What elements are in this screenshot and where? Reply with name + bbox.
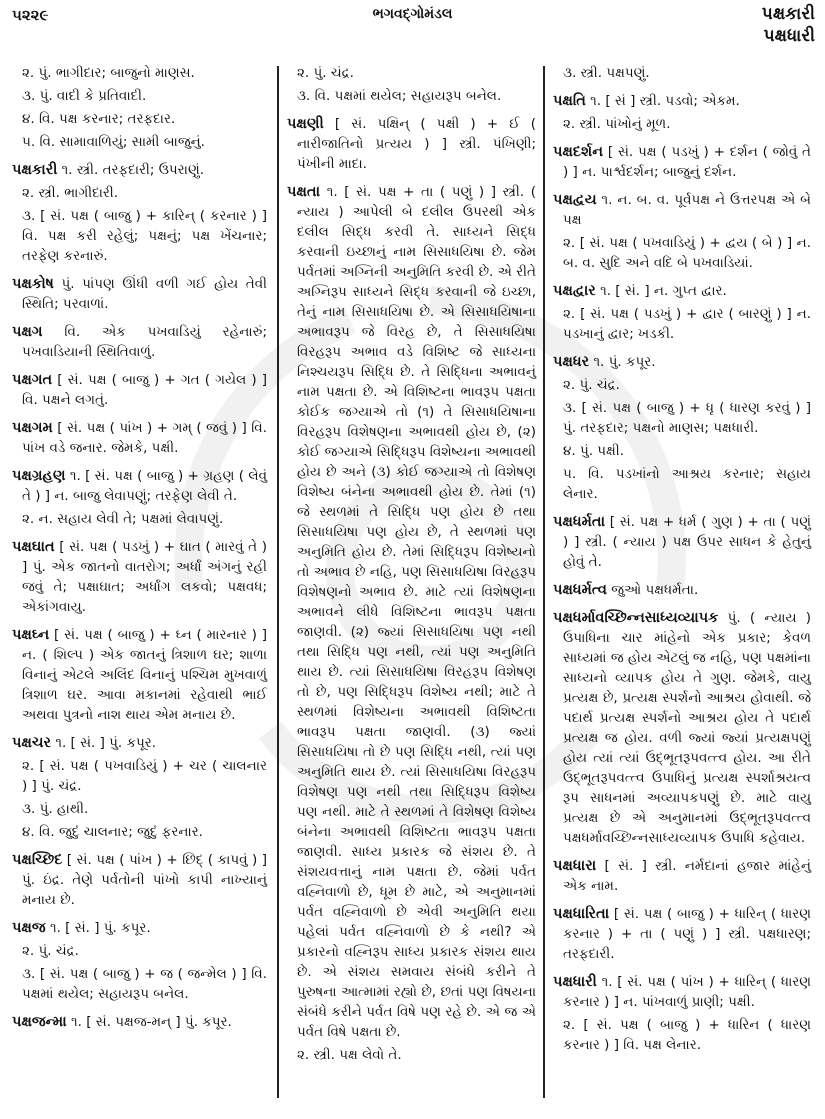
guide-word-last: પક્ષધારી [763,26,815,46]
definition: ૧. [ સં ] સ્ત્રી. પડવો; એકમ. [590,93,740,109]
book-title: ભગવદ્ગોમંડલ [372,6,453,22]
sense: ૩. પું. વાદી કે પ્રતિવાદી. [22,88,147,104]
headword: પક્ષચર [12,735,52,751]
headword: પક્ષદ્વય [553,192,597,208]
cross-reference: જુઓ પક્ષધર્મતા. [611,582,699,598]
sense [12,537,267,617]
sense: ૪. વિ. પક્ષ કરનાર; તરફદાર. [22,111,176,127]
sense [12,418,267,458]
definition: ૧. [ સં. ] પું. કપૂર. [49,920,151,936]
sense: ૩. વિ. પક્ષમાં થયેલ; સહાયરૂપ બનેલ. [297,88,502,104]
definition: વિ. એક પખવાડિયું રહેનારું; પખવાડિયાની સ્થિતિવાળું. [22,324,267,360]
sense [287,182,536,1042]
sense: ૫. વિ. સામાવાળિયું; સામી બાજુનું. [22,134,205,150]
sense: ૩. [ સં. પક્ષ ( બાજુ ) + ધૃ ( ધારણ કરવું ) ] પું. તરફદાર; પક્ષનો માણસ; પક્ષધારી. [563,400,811,436]
dictionary-entry [553,904,811,964]
definition: ૧. ન. બ. વ. પૂર્વપક્ષ ને ઉત્તરપક્ષ એ બે પક્ષ [563,192,811,228]
headword: પક્ષતિ [553,93,586,109]
column-2 [287,63,536,1065]
definition: ૧. [ સં. પક્ષજ-મન્ ] પું. કપૂર. [71,1014,232,1030]
headword: પક્ષગ [12,324,43,340]
sense [12,850,267,910]
headword: પક્ષઘાત [12,539,55,555]
sense: ૨. [ સં. પક્ષ ( બાજુ ) + ધારિન ( ધારણ કરનાર ) ] વિ. પક્ષ લેનાર. [563,1017,811,1053]
sense [12,160,267,180]
definition: પું. ( ન્યાય ) ઉપાધિના ચાર માંહેનો એક પ્રકાર; કેવળ સાધ્યમાં જ હોય એટલું જ નહિ, પણ પક્ષમાંના સાધ્યનો વ્યાપક હોય તે ગુણ. જેમકે, વાયુ પ્રત્યક્ષ છે, પ્રત્યક્ષ સ્પર્શનો આશ્રય હોવાથી. જે પદાર્થ પ્રત્યક્ષ સ્પર્શનો આશ્રય હોય તે પદાર્થ પ્રત્યક્ષ જ હોય. વળી જ્યાં જ્યાં પ્રત્યક્ષપણું હોય ત્યાં ત્યાં ઉદ્ભૂતરૂપવત્ત્વ હોય. આ રીતે ઉદ્ભૂતરૂપવત્ત્વ ઉપાધિનું પ્રત્યક્ષ સ્પર્શાશ્રયત્વ રૂપ સાધનમાં અવ્યાપકપણું છે. માટે વાયુ પ્રત્યક્ષ છે એ અનુમાનમાં ઉદ્ભૂતરૂપવત્ત્વ પક્ષધર્માવચ્છિન્નસાધ્યવ્યાપક ઉપાધિ કહેવાય. [563,610,811,846]
dictionary-entry [12,850,267,910]
definition: ૧. [ સં. ] ન. ગુપ્ત દ્વાર. [600,283,727,299]
headword: પક્ષધારા [553,858,597,874]
sense [553,281,811,301]
dictionary-entry [553,512,811,572]
definition: ૧. સ્ત્રી. તરફદારી; ઉપરાણું. [61,162,205,178]
sense [553,904,811,964]
sense: ૪. પું. પક્ષી. [563,443,625,459]
definition: [ સં. પક્ષ ( બાજુ ) + ગત ( ગયેલ ) ] વિ. પક્ષને લગતું. [22,372,267,408]
guide-word-first: પક્ષકારી [761,4,815,24]
definition: [ સં. પક્ષ + ધર્મ ( ગુણ ) + તા ( પણું ) ] સ્ત્રી. ( ન્યાય ) પક્ષ ઉપર સાધન કે હેતુનું હોવું તે. [563,514,811,570]
sense: ૫. વિ. પડખાંનો આશ્રય કરનાર; સહાય લેનાર. [563,466,811,502]
dictionary-entry [12,733,267,842]
sense: ૨. પું. ભાગીદાર; બાજુનો માણસ. [22,65,195,81]
dictionary-entry-continued [287,63,536,106]
sense [12,918,267,938]
dictionary-entry [12,370,267,410]
dictionary-entry [553,91,811,134]
dictionary-entry [553,190,811,273]
definition: પું. પાંપણ ઊંધી વળી ગઈ હોય તેવી સ્થિતિ; પરવાળાં. [22,276,268,312]
sense [553,352,811,372]
sense [553,512,811,572]
sense [553,856,811,896]
headword: પક્ષધર્માવચ્છિન્નસાધ્યવ્યાપક [553,610,719,626]
sense [287,114,536,174]
dictionary-entry [12,274,267,314]
sense [553,580,811,600]
headword: પક્ષદ્વાર [553,283,596,299]
dictionary-entry [553,142,811,182]
sense [553,972,811,1012]
headword: પક્ષધારિતા [553,906,610,922]
dictionary-entry [12,537,267,617]
definition: ૧. [ સં. પક્ષ + તા ( પણું ) ] સ્ત્રી. ( ન્યાય ) આપેલી બે દલીલ ઉપરથી એક દલીલ સિદ્ધ કરવી તે. સાધ્યને સિદ્ધ કરવાની ઇચ્છાનું નામ સિસાધયિષા છે. જેમ પર્વતમાં અગ્નિની અનુમિતિ કરવી છે. એ રીતે અગ્નિરૂપ સાધ્યને સિદ્ધ કરવાની જે ઇચ્છા, તેનું નામ સિસાધયિષા છે. એ સિસાધયિષાના અભાવરૂપ જે વિરહ છે, તે સિસાધયિષા વિરહરૂપ અભાવ વડે વિશિષ્ટ જે સાધ્યના નિશ્ચયરૂપ સિદ્ધિ છે. તે સિદ્ધિના અભાવનું નામ પક્ષતા છે. એ વિશિષ્ટના ભાવરૂપ પક્ષતા કોઈક જગ્યાએ તો (૧) તે સિસાધયિષાના વિરહરૂપ વિશેષણના અભાવથી હોય છે, (૨) કોઈ જગ્યાએ સિદ્ધિરૂપ વિશેષ્યના અભાવથી હોય છે અને (૩) કોઈ જગ્યાએ તો વિશેષણ વિશેષ્ય બંનેના અભાવથી હોય છે. તેમાં (૧) જે સ્થળમાં તે સિદ્ધિ પણ હોય છે તથા સિસાધયિષા પણ હોય છે, તે સ્થળમાં પણ અનુમિતિ હોય છે. તેમાં સિદ્ધિરૂપ વિશેષ્યનો તો અભાવ છે નહિ, પણ સિસાધયિષા વિરહરૂપ વિશેષણનો અભાવ છે. માટે ત્યાં વિશેષણના અભાવને લીધે વિશિષ્ટના ભાવરૂપ પક્ષતા જાણવી. (૨) જ્યાં સિસાધયિષા પણ નથી તથા સિદ્ધિ પણ નથી, ત્યાં પણ અનુમિતિ થાય છે. ત્યાં સિસાધયિષા વિરહરૂપ વિશેષણ તો છે, પણ સિદ્ધિરૂપ વિશેષ્ય નથી; માટે તે સ્થળમાં વિશેષ્યના અભાવથી વિશિષ્ટતા ભાવરૂપ પક્ષતા જાણવી. (૩) જ્યાં સિસાધયિષા તો છે પણ સિદ્ધિ નથી, ત્યાં પણ અનુમિતિ થાય છે. ત્યાં સિસાધયિષા વિરહરૂપ વિશેષણ પણ નથી તથા સિદ્ધિરૂપ વિશેષ્ય પણ નથી. માટે તે સ્થળમાં તે વિશેષણ વિશેષ્ય બંનેના અભાવથી વિશિષ્ટતા ભાવરૂપ પક્ષતા જાણવી. સાધ્ય પ્રકારક જે સંશય છે. તે સંશયવત્તાનું નામ પક્ષતા છે. જેમાં પર્વત વહ્નિવાળો છે, ધૂમ છે માટે, એ અનુમાનમાં પર્વત વહ્નિવાળો છે એવી અનુમિતિ થયા પહેલાં પર્વત વહ્નિવાળો છે કે નથી? એ પ્રકારનો વહ્નિરૂપ સાધ્ય પ્રકારક સંશય થાય છે. એ સંશય સમવાય સંબંધે કરીને તે પુરુષના આત્મામાં રહ્યો છે, છતાં પણ વિષયના સંબંધે કરીને પર્વત વિષે પણ રહે છે. એ જ એ પર્વત વિષે પક્ષતા છે. [297,184,536,1040]
headword: પક્ષકારી [12,162,58,178]
sense [553,91,811,111]
sense [12,733,267,753]
headword: પક્ષજ [12,920,46,936]
sense: ૪. વિ. જુદું ચાલનાર; જુદું ફરનાર. [22,824,203,840]
headword: પક્ષધારી [553,974,597,990]
definition: [ સં. પક્ષ ( પાંખ ) + છિદ્ ( કાપવું ) ] પું. ઇંદ્ર. તેણે પર્વતોની પાંખો કાપી નાખ્યાનું મનાય છે. [22,852,267,908]
headword: પક્ષતા [287,184,321,200]
dictionary-entry [12,160,267,266]
definition: [ સં. ] સ્ત્રી. નર્મદાનાં હજાર માંહેનું એક નામ. [563,858,811,894]
definition: ૧. [ સં. પક્ષ ( પાંખ ) + ધારિન્ ( ધારણ કરનાર ) ] ન. પાંખવાળું પ્રાણી; પક્ષી. [563,974,812,1010]
sense: ૨. સ્ત્રી. પક્ષ લેવો તે. [297,1047,402,1063]
definition: [ સં. પક્ષ ( બાજુ ) + ઘ્ન ( મારનાર ) ] ન. ( શિલ્પ ) એક જાતનું ત્રિશાળ ઘર; શાળા વિનાનું એટલે અલિંદ વિનાનું પશ્ચિમ મુખવાળું ત્રિશાળ ઘર. આવા મકાનમાં રહેવાથી ભાઈ અથવા પુત્રનો નાશ થાય એમ મનાય છે. [22,627,267,723]
definition: [ સં. પક્ષિન્ ( પક્ષી ) + ઈ ( નારીજાતિનો પ્રત્યય ) ] સ્ત્રી. પંખિણી; પંખીની માદા. [297,116,537,172]
dictionary-entry-continued [12,63,267,152]
dictionary-entry [553,580,811,600]
column-3 [553,63,811,1055]
dictionary-entry [287,114,536,174]
sense [12,466,267,506]
definition: ૧. પું. કપૂર. [593,354,656,370]
dictionary-entry [12,625,267,725]
dictionary-entry [12,418,267,458]
headword: પક્ષધર્મતા [553,514,606,530]
sense: ૩. [ સં. પક્ષ ( બાજુ ) + કારિન્ ( કરનાર ) ] વિ. પક્ષ કરી રહેલું; પક્ષનું; પક્ષ ખેંચનાર; તરફેણ કરનારું. [22,208,267,264]
sense: ૨. પું. ચંદ્ર. [563,377,620,393]
headword: પક્ષદર્શન [553,144,604,160]
page-number: ૫૨૨૯ [12,6,49,24]
dictionary-entry [12,466,267,529]
dictionary-entry [12,322,267,362]
headword: પક્ષગ્રહણ [12,468,66,484]
dictionary-entry [553,972,811,1055]
sense [12,1012,267,1032]
sense: ૩. પું. હાથી. [22,801,89,817]
sense [553,142,811,182]
dictionary-entry [553,352,811,504]
sense: ૨. પું. ચંદ્ર. [22,943,79,959]
dictionary-entry [553,608,811,848]
column-divider [543,66,545,1098]
sense [553,608,811,848]
sense: ૨. [ સં. પક્ષ ( પખવાડિયું ) + ચર ( ચાલનાર ) ] પું. ચંદ્ર. [22,758,267,794]
headword: પક્ષગમ [12,420,53,436]
sense: ૩. સ્ત્રી. પક્ષપણું. [563,65,650,81]
sense: ૨. સ્ત્રી. પાંખોનું મૂળ. [563,116,671,132]
headword: પક્ષણી [287,116,324,132]
dictionary-entry [12,1012,267,1032]
sense [12,322,267,362]
sense: ૨. પું. ચંદ્ર. [297,65,354,81]
sense [12,274,267,314]
headword: પક્ષજન્મા [12,1014,67,1030]
column-divider [277,66,279,1098]
sense [12,625,267,725]
headword: પક્ષચ્છિદ [12,852,63,868]
dictionary-entry [553,856,811,896]
sense: ૨. [ સં. પક્ષ ( પખવાડિયું ) + દ્વય ( બે ) ] ન. બ. વ. સુદિ અને વદિ બે પખવાડિયાં. [563,235,811,271]
definition: [ સં. પક્ષ ( બાજુ ) + ધારિન્ ( ધારણ કરનાર ) + તા ( પણું ) ] સ્ત્રી. પક્ષધારણ; તરફદારી. [563,906,811,962]
headword: પક્ષઘ્ન [12,627,50,643]
headword: પક્ષગત [12,372,53,388]
dictionary-entry [287,182,536,1065]
definition: [ સં. પક્ષ ( પડખું ) + ઘાત ( મારવું તે ) ] પું. એક જાતનો વાતરોગ; અર્ધાં અંગનું રહી જવું તે; પક્ષાઘાત; અર્ધાંગ લકવો; પક્ષવધ; એકાંગવાયુ. [22,539,267,615]
guide-words [762,3,815,47]
sense [553,190,811,230]
definition: [ સં. પક્ષ ( પાંખ ) + ગમ્ ( જવું ) ] વિ. પાંખ વડે જનાર. જેમકે, પક્ષી. [22,420,267,456]
sense: ૨. [ સં. પક્ષ ( પડખું ) + દ્વાર ( બારણું ) ] ન. પડખાનું દ્વાર; ખડકી. [563,306,811,342]
definition: ૧. [ સં. પક્ષ ( બાજુ ) + ગ્રહણ ( લેવું તે ) ] ન. બાજુ લેવાપણું; તરફેણ લેવી તે. [22,468,268,504]
headword: પક્ષધર્મત્વ [553,582,607,598]
dictionary-entry [553,281,811,344]
headword: પક્ષધર [553,354,590,370]
definition: ૧. [ સં. ] પું. કપૂર. [55,735,157,751]
column-1 [12,63,267,1032]
dictionary-entry-continued [553,63,811,83]
sense: ૨. સ્ત્રી. ભાગીદારી. [22,185,119,201]
definition: [ સં. પક્ષ ( પડખું ) + દર્શન ( જોવું તે ) ] ન. પાર્શ્વદર્શન; બાજુનું દર્શન. [563,144,811,180]
headword: પક્ષકોષ [12,276,54,292]
sense: ૩. [ સં. પક્ષ ( બાજુ ) + જ ( જન્મેલ ) ] વિ. પક્ષમાં થયેલ; સહાયરૂપ બનેલ. [22,966,267,1002]
sense [12,370,267,410]
sense: ૨. ન. સહાય લેવી તે; પક્ષમાં લેવાપણું. [22,511,224,527]
dictionary-entry [12,918,267,1004]
